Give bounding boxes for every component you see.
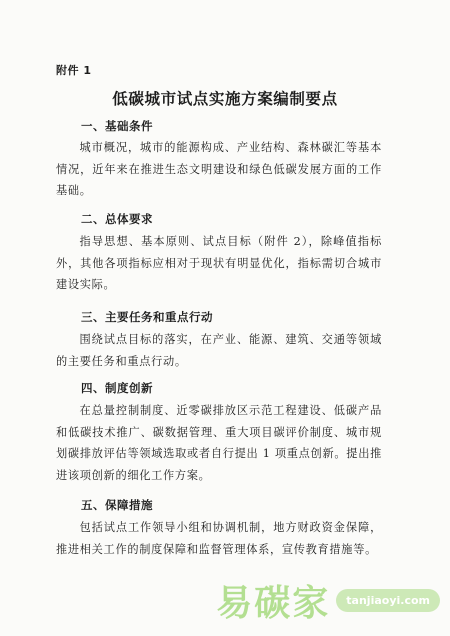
section-heading-safeguards: 五、保障措施 — [81, 498, 153, 512]
watermark-logo-text: 易碳家 — [216, 583, 331, 624]
document-title: 低碳城市试点实施方案编制要点 — [112, 90, 338, 108]
section-text-safeguards: 包括试点工作领导小组和协调机制，地方财政资金保障，推进相关工作的制度保障和监督管理体系，宣传教育措施等。 — [56, 521, 382, 556]
section-heading-general-requirements: 二、总体要求 — [81, 212, 153, 226]
section-text-institutional-innovation: 在总量控制制度、近零碳排放区示范工程建设、低碳产品和低碳技术推广、碳数据管理、重大项目碳评价制度、城市规划碳排放评估等领域选取或者自行提出 1 项重点创新。提出推进该项创新的细化工作方案。 — [56, 404, 382, 482]
watermark-site: tanjiaoyi.com — [336, 589, 440, 612]
section-heading-basic-conditions: 一、基础条件 — [81, 119, 153, 133]
section-text-general-requirements: 指导思想、基本原则、试点目标（附件 2），除峰值指标外，其他各项指标应相对于现状有明显优化，指标需切合城市建设实际。 — [56, 235, 382, 291]
section-text-basic-conditions: 城市概况，城市的能源构成、产业结构、森林碳汇等基本情况，近年来在推进生态文明建设和绿色低碳发展方面的工作基础。 — [56, 141, 382, 197]
attachment-label: 附件 1 — [56, 64, 92, 77]
section-heading-institutional-innovation: 四、制度创新 — [81, 381, 153, 395]
watermark-logo — [216, 575, 440, 626]
section-text-main-tasks: 围绕试点目标的落实，在产业、能源、建筑、交通等领域的主要任务和重点行动。 — [56, 333, 382, 368]
section-heading-main-tasks: 三、主要任务和重点行动 — [81, 310, 213, 324]
